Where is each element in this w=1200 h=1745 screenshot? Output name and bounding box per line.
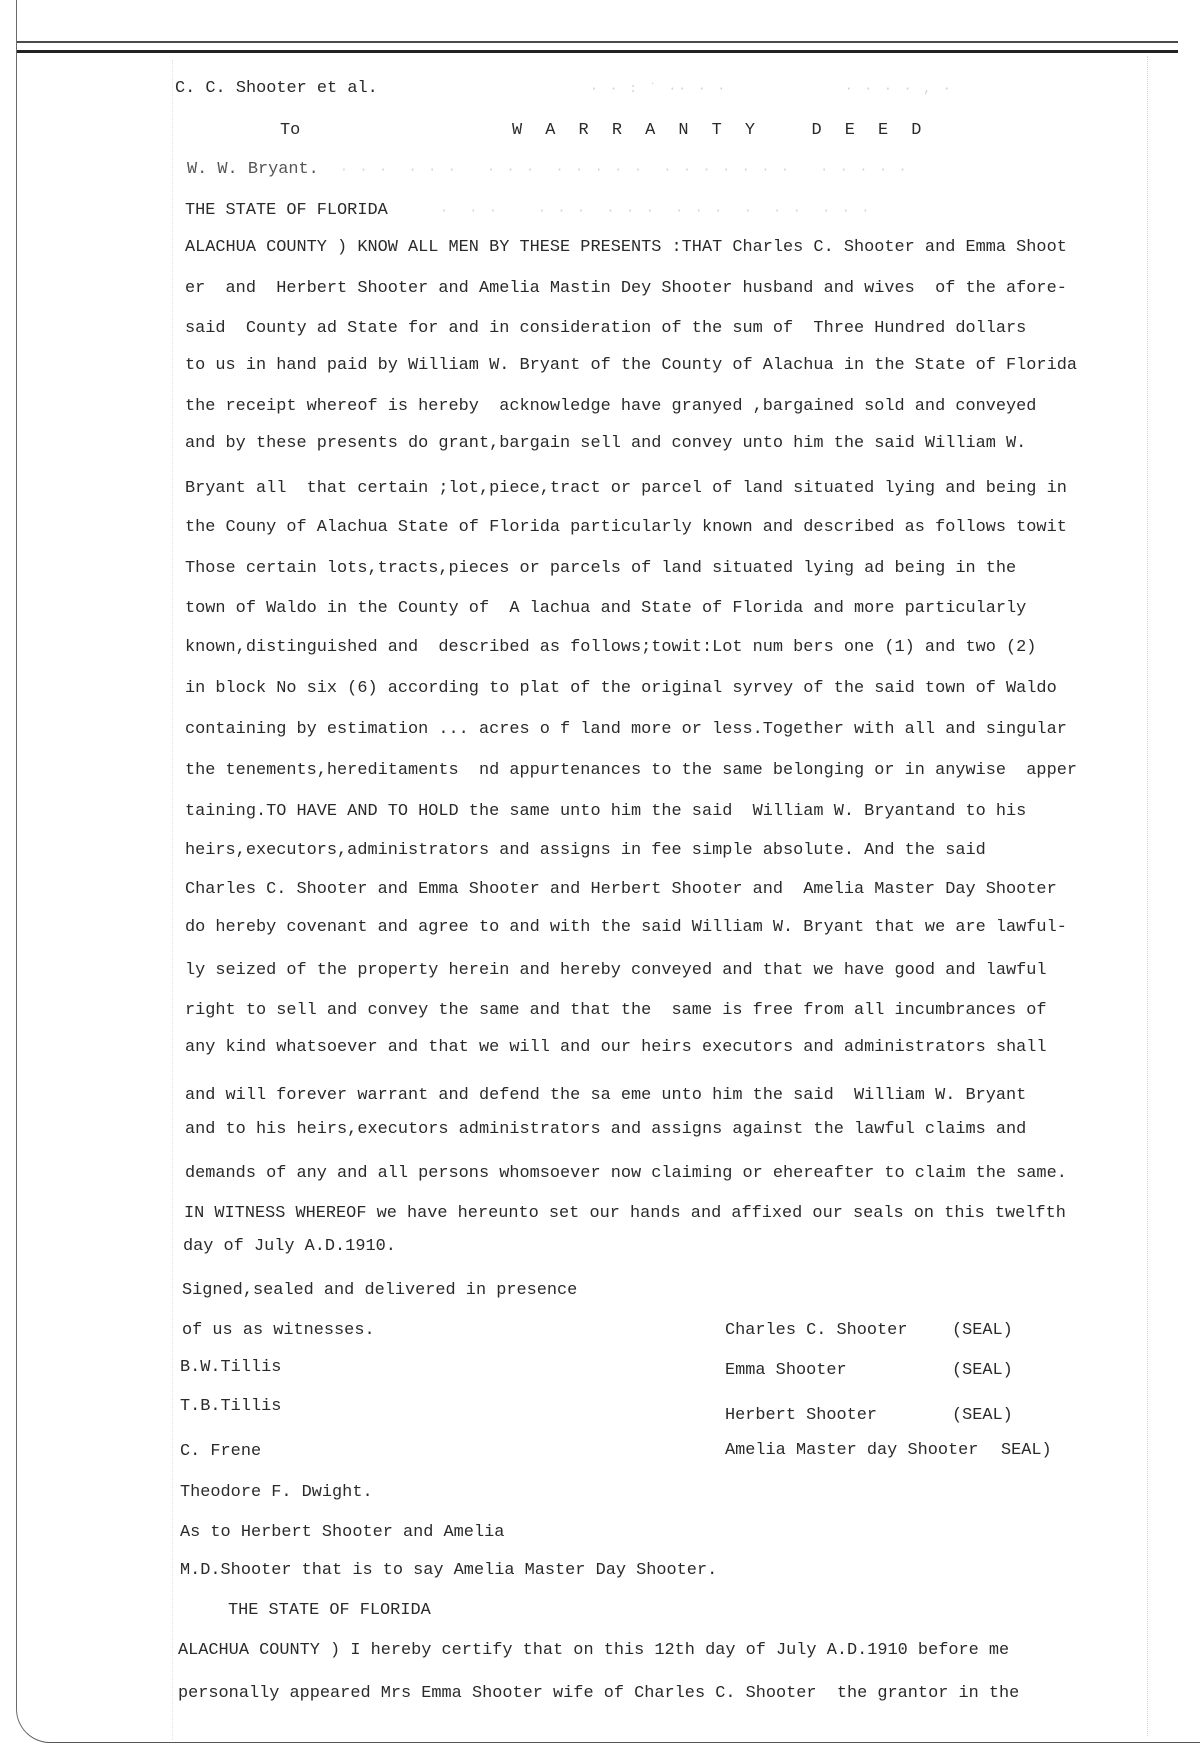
deed-line: ALACHUA COUNTY ) KNOW ALL MEN BY THESE PRESENTS :THAT Charles C. Shooter and Emma Shoot — [185, 238, 1067, 257]
deed-line: and by these presents do grant,bargain sell and convey unto him the said William W. — [185, 434, 1027, 453]
deed-line: said County ad State for and in consideration of the sum of Three Hundred dollars — [185, 319, 1027, 338]
deed-line: do hereby covenant and agree to and with the said William W. Bryant that we are lawful- — [185, 918, 1067, 937]
signatory-name: Herbert Shooter — [725, 1406, 878, 1425]
seal-mark: (SEAL) — [952, 1406, 1013, 1425]
deed-line: Those certain lots,tracts,pieces or parcels of land situated lying ad being in the — [185, 559, 1017, 578]
page-border — [16, 0, 1200, 1743]
deed-line: taining.TO HAVE AND TO HOLD the same unto him the said William W. Bryantand to his — [185, 802, 1027, 821]
deed-line: demands of any and all persons whomsoever now claiming or ehereafter to claim the same. — [185, 1164, 1067, 1183]
acknowledgment-line: personally appeared Mrs Emma Shooter wife of Charles C. Shooter the grantor in the — [178, 1684, 1020, 1703]
seal-mark: (SEAL) — [952, 1321, 1013, 1340]
deed-line: the Couny of Alachua State of Florida particularly known and described as follows towit — [185, 518, 1067, 537]
deed-line: ly seized of the property herein and hereby conveyed and that we have good and lawful — [185, 961, 1047, 980]
bleed-through-mark: · · · · · · · · · · · · · · · · · · — [440, 203, 872, 218]
deed-line: in block No six (6) according to plat of the original syrvey of the said town of Waldo — [185, 679, 1057, 698]
deed-line: Signed,sealed and delivered in presence — [182, 1281, 578, 1300]
deed-line: the tenements,hereditaments nd appurtenances to the same belonging or in anywise apper — [185, 761, 1077, 780]
seal-mark: (SEAL) — [952, 1361, 1013, 1380]
bleed-through-mark: · · · · · · · · · · · · · · · · · · · · · · · · · · — [340, 162, 909, 177]
top-rule — [17, 41, 1178, 43]
acknowledgment-line: ALACHUA COUNTY ) I hereby certify that on this 12th day of July A.D.1910 before me — [178, 1641, 1010, 1660]
bleed-through-mark: · · : ˙ ·· · · · · · · , · — [590, 81, 953, 96]
seal-mark: SEAL) — [1001, 1441, 1052, 1460]
signatory-name: Amelia Master day Shooter — [725, 1441, 979, 1460]
deed-line: and to his heirs,executors administrators and assigns against the lawful claims and — [185, 1120, 1027, 1139]
deed-line: right to sell and convey the same and that the same is free from all incumbrances of — [185, 1001, 1047, 1020]
deed-line: known,distinguished and described as follows;towit:Lot num bers one (1) and two (2) — [185, 638, 1037, 657]
deed-line: heirs,executors,administrators and assigns in fee simple absolute. And the said — [185, 841, 986, 860]
document-title: W A R R A N T Y D E E D — [512, 121, 928, 140]
margin-guide-right — [1147, 56, 1148, 1736]
witness-line: T.B.Tillis — [180, 1397, 282, 1416]
header-to: To — [280, 121, 301, 140]
margin-guide-left — [172, 60, 173, 1740]
deed-line: IN WITNESS WHEREOF we have hereunto set our hands and affixed our seals on this twelfth — [184, 1204, 1066, 1223]
deed-line: THE STATE OF FLORIDA — [185, 201, 388, 220]
witness-line: As to Herbert Shooter and Amelia — [180, 1523, 505, 1542]
deed-line: Charles C. Shooter and Emma Shooter and Herbert Shooter and Amelia Master Day Shooter — [185, 880, 1057, 899]
deed-line: Bryant all that certain ;lot,piece,tract or parcel of land situated lying and being in — [185, 479, 1067, 498]
deed-line: and will forever warrant and defend the sa eme unto him the said William W. Bryant — [185, 1086, 1027, 1105]
deed-line: the receipt whereof is hereby acknowledge have granyed ,bargained sold and conveyed — [185, 397, 1037, 416]
grantee-name: W. W. Bryant. — [187, 160, 319, 179]
deed-line: of us as witnesses. — [182, 1321, 375, 1340]
deed-line: day of July A.D.1910. — [183, 1237, 396, 1256]
witness-line: M.D.Shooter that is to say Amelia Master Day Shooter. — [180, 1561, 718, 1580]
witness-line: Theodore F. Dwight. — [180, 1483, 373, 1502]
ack-state: THE STATE OF FLORIDA — [228, 1601, 431, 1620]
grantor-name: C. C. Shooter et al. — [175, 79, 378, 98]
deed-line: er and Herbert Shooter and Amelia Mastin Dey Shooter husband and wives of the afore- — [185, 279, 1067, 298]
signatory-name: Charles C. Shooter — [725, 1321, 908, 1340]
top-rule-double — [17, 50, 1178, 53]
signatory-name: Emma Shooter — [725, 1361, 847, 1380]
deed-line: containing by estimation ... acres o f land more or less.Together with all and singular — [185, 720, 1067, 739]
witness-line: C. Frene — [180, 1442, 262, 1461]
witness-line: B.W.Tillis — [180, 1358, 282, 1377]
deed-line: any kind whatsoever and that we will and our heirs executors and administrators shall — [185, 1038, 1047, 1057]
deed-line: to us in hand paid by William W. Bryant of the County of Alachua in the State of Florida — [185, 356, 1077, 375]
deed-line: town of Waldo in the County of A lachua and State of Florida and more particularly — [185, 599, 1027, 618]
